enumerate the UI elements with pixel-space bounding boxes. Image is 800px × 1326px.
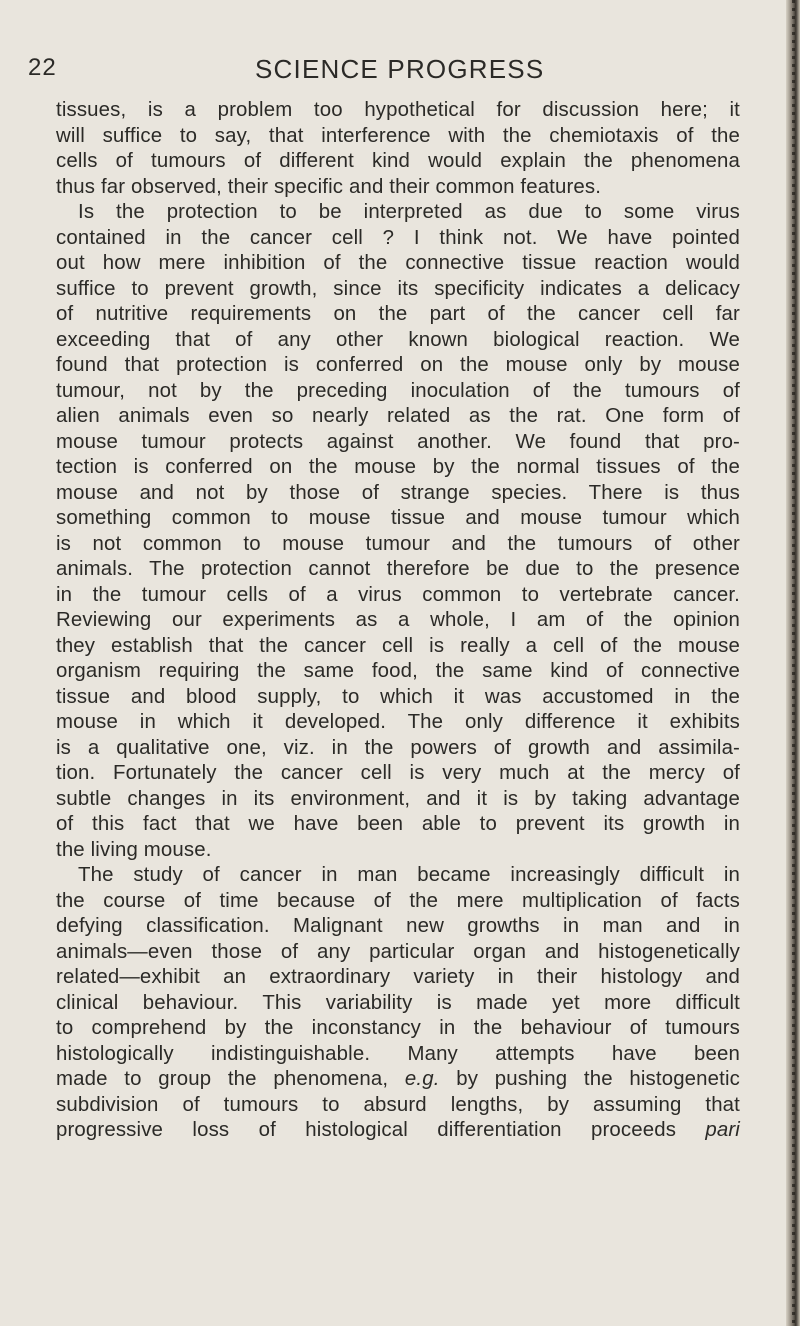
text-line: they establish that the cancer cell is really a cell of the mouse <box>56 634 740 657</box>
text-run: by pushing the histogenetic <box>439 1068 740 1090</box>
text-line: of nutritive requirements on the part of the cancer cell far <box>56 303 740 325</box>
text-line: something common to mouse tissue and mouse tumour which <box>56 507 740 529</box>
page-number: 22 <box>28 54 57 81</box>
text-line: out how mere inhibition of the connective tissue reaction would <box>56 252 740 274</box>
text-line: of this fact that we have been able to prevent its growth in <box>56 813 740 835</box>
page-header <box>0 54 800 88</box>
text-line: alien animals even so nearly related as the rat. One form of <box>56 405 740 427</box>
text-line: suffice to prevent growth, since its specificity indicates a delicacy <box>56 277 740 300</box>
text-line: histologically indistinguishable. Many attempts have been <box>56 1042 740 1065</box>
text-line: cells of tumours of different kind would explain the phenomena <box>56 150 740 172</box>
text-line: subdivision of tumours to absurd lengths, by assuming that <box>56 1093 740 1116</box>
text-line: to comprehend by the inconstancy in the behaviour of tumours <box>56 1017 740 1039</box>
body-text <box>56 98 740 1144</box>
text-line: Is the protection to be interpreted as due to some virus <box>78 201 740 223</box>
text-line: in the tumour cells of a virus common to vertebrate cancer. <box>56 583 740 606</box>
text-line: mouse tumour protects against another. We found that pro- <box>56 430 740 453</box>
text-line: contained in the cancer cell ? I think not. We have pointed <box>56 226 740 249</box>
italic-word: pari <box>705 1119 740 1141</box>
text-line: animals—even those of any particular organ and histogenetically <box>56 940 740 963</box>
text-line: tissue and blood supply, to which it was accustomed in the <box>56 685 740 708</box>
text-line: organism requiring the same food, the same kind of connective <box>56 660 740 682</box>
text-line: the course of time because of the mere multiplication of facts <box>56 889 740 912</box>
text-line: mouse and not by those of strange species. There is thus <box>56 481 740 504</box>
text-line: is a qualitative one, viz. in the powers of growth and assimila- <box>56 736 740 759</box>
text-line: thus far observed, their specific and their common features. <box>56 175 602 198</box>
text-line: defying classification. Malignant new growths in man and in <box>56 915 740 937</box>
paragraph-1 <box>56 98 740 200</box>
text-line: the living mouse. <box>56 838 212 861</box>
paragraph-3 <box>56 863 740 1144</box>
text-line: Reviewing our experiments as a whole, I am of the opinion <box>56 609 740 631</box>
text-line: mouse in which it developed. The only difference it exhibits <box>56 711 740 733</box>
text-line: clinical behaviour. This variability is made yet more difficult <box>56 991 740 1014</box>
paragraph-2 <box>56 200 740 863</box>
text-line: tion. Fortunately the cancer cell is very much at the mercy of <box>56 762 740 784</box>
text-line: related—exhibit an extraordinary variety in their histology and <box>56 966 740 988</box>
text-line <box>56 1118 740 1144</box>
text-run: made to group the phenomena, <box>56 1068 405 1090</box>
text-line: is not common to mouse tumour and the tumours of other <box>56 532 740 555</box>
text-line: subtle changes in its environment, and it is by taking advantage <box>56 787 740 810</box>
text-line: exceeding that of any other known biological reaction. We <box>56 328 740 351</box>
running-head: SCIENCE PROGRESS <box>255 54 545 84</box>
text-run: progressive loss of histological differentiation proceeds <box>56 1119 706 1141</box>
text-line: The study of cancer in man became increasingly difficult in <box>78 864 740 886</box>
text-line: tection is conferred on the mouse by the normal tissues of the <box>56 456 740 478</box>
text-line: will suffice to say, that interference with the chemiotaxis of the <box>56 124 740 147</box>
text-line: tumour, not by the preceding inoculation of the tumours of <box>56 379 740 402</box>
italic-abbreviation: e.g. <box>404 1068 440 1090</box>
text-line <box>56 1067 740 1093</box>
binding-stitches <box>792 0 795 1326</box>
text-line: found that protection is conferred on the mouse only by mouse <box>56 354 740 376</box>
text-line: tissues, is a problem too hypothetical for discussion here; it <box>56 99 740 121</box>
text-line: animals. The protection cannot therefore be due to the presence <box>56 558 740 580</box>
